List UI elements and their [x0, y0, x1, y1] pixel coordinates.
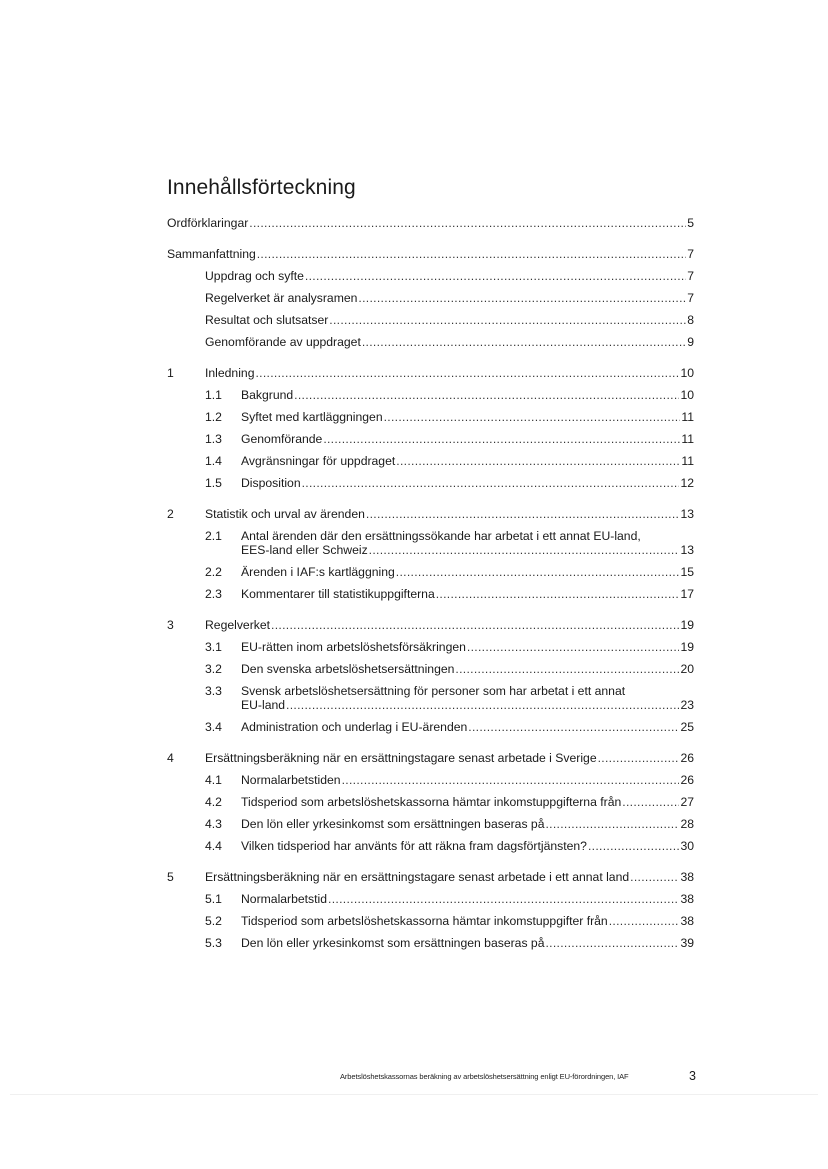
toc-entry-title: Inledning [205, 366, 255, 380]
toc-entry-title: Avgränsningar för uppdraget [241, 454, 396, 468]
dot-leader [588, 839, 679, 853]
footer-text: Arbetslöshetskassornas beräkning av arbetslöshetsersättning enligt EU-förordningen, IAF [340, 1072, 629, 1081]
toc-entry-number: 3.4 [205, 720, 222, 734]
toc-entry-page: 20 [680, 662, 694, 676]
dot-leader [329, 313, 686, 327]
toc-entry-page: 10 [680, 388, 694, 402]
dot-leader [468, 720, 679, 734]
dot-leader [545, 936, 679, 950]
toc-entry-page: 38 [680, 914, 694, 928]
toc-entry-page: 19 [680, 640, 694, 654]
table-of-contents [167, 216, 694, 958]
toc-entry-title: Svensk arbetslöshetsersättning för personer som har arbetat i ett annat [241, 684, 626, 698]
dot-leader [305, 269, 686, 283]
toc-entry-title: Resultat och slutsatser [205, 313, 329, 327]
toc-entry-page: 26 [680, 751, 694, 765]
dot-leader [630, 870, 679, 884]
toc-entry-title-continued: EES-land eller Schweiz [241, 543, 368, 557]
toc-entry-number: 1.1 [205, 388, 222, 402]
dot-leader [384, 410, 681, 424]
toc-entry-page: 26 [680, 773, 694, 787]
toc-entry[interactable] [205, 773, 694, 787]
toc-entry-page: 10 [680, 366, 694, 380]
toc-entry-title: Vilken tidsperiod har använts för att räkna fram dagsförtjänsten? [241, 839, 587, 853]
toc-entry-number: 1.2 [205, 410, 222, 424]
toc-entry-title: Genomförande av uppdraget [205, 335, 361, 349]
toc-entry[interactable] [205, 269, 694, 283]
toc-entry-page: 11 [681, 432, 694, 446]
toc-entry-number: 5.3 [205, 936, 222, 950]
toc-entry-page: 39 [680, 936, 694, 950]
dot-leader [249, 216, 686, 230]
toc-entry[interactable] [167, 618, 694, 632]
toc-entry-page: 19 [680, 618, 694, 632]
toc-entry-title: Administration och underlag i EU-ärenden [241, 720, 468, 734]
toc-entry[interactable] [205, 335, 694, 349]
toc-entry[interactable] [205, 529, 694, 557]
toc-entry[interactable] [205, 313, 694, 327]
dot-leader [271, 618, 679, 632]
toc-entry[interactable] [167, 366, 694, 380]
toc-entry[interactable] [205, 410, 694, 424]
dot-leader [257, 247, 686, 261]
page-title: Innehållsförteckning [167, 176, 356, 199]
toc-entry-number: 4.1 [205, 773, 222, 787]
toc-entry-title: Normalarbetstiden [241, 773, 341, 787]
toc-entry[interactable] [205, 892, 694, 906]
toc-entry-number: 3.3 [205, 684, 222, 698]
toc-entry-title: Tidsperiod som arbetslöshetskassorna hämtar inkomstuppgifter från [241, 914, 608, 928]
toc-entry-number: 4 [167, 751, 174, 765]
toc-entry-title: Den lön eller yrkesinkomst som ersättningen baseras på [241, 936, 545, 950]
toc-entry-title: Syftet med kartläggningen [241, 410, 383, 424]
toc-entry-title: Tidsperiod som arbetslöshetskassorna hämtar inkomstuppgifterna från [241, 795, 622, 809]
toc-entry-title: Ersättningsberäkning när en ersättningstagare senast arbetade i Sverige [205, 751, 597, 765]
toc-entry[interactable] [205, 839, 694, 853]
toc-entry-page: 28 [680, 817, 694, 831]
toc-entry-title: Statistik och urval av ärenden [205, 507, 365, 521]
toc-entry[interactable] [205, 432, 694, 446]
toc-spacer [167, 742, 694, 751]
toc-entry-title: Kommentarer till statistikuppgifterna [241, 587, 435, 601]
toc-entry-number: 3 [167, 618, 174, 632]
toc-entry[interactable] [205, 684, 694, 712]
footer-page-number: 3 [689, 1069, 696, 1083]
toc-entry[interactable] [167, 870, 694, 884]
toc-entry[interactable] [205, 454, 694, 468]
toc-entry[interactable] [167, 507, 694, 521]
toc-spacer [167, 357, 694, 366]
scan-edge-line [10, 1094, 818, 1095]
toc-entry-title: Ersättningsberäkning när en ersättningstagare senast arbetade i ett annat land [205, 870, 630, 884]
toc-entry-number: 1.5 [205, 476, 222, 490]
dot-leader [598, 751, 680, 765]
toc-entry[interactable] [205, 565, 694, 579]
toc-entry[interactable] [205, 640, 694, 654]
toc-entry-title: Antal ärenden där den ersättningssökande har arbetat i ett annat EU-land, [241, 529, 641, 543]
toc-entry[interactable] [205, 388, 694, 402]
dot-leader [358, 291, 686, 305]
toc-entry-title: Sammanfattning [167, 247, 256, 261]
toc-entry-number: 5.1 [205, 892, 222, 906]
toc-entry-title: Regelverket [205, 618, 271, 632]
toc-entry[interactable] [205, 476, 694, 490]
toc-entry-title: Ordförklaringar [167, 216, 249, 230]
toc-entry-page: 12 [680, 476, 694, 490]
toc-spacer [167, 238, 694, 247]
dot-leader [342, 773, 680, 787]
toc-entry-page: 23 [680, 698, 694, 712]
toc-entry-title: Ärenden i IAF:s kartläggning [241, 565, 395, 579]
toc-entry-number: 2.1 [205, 529, 222, 543]
toc-entry-number: 5 [167, 870, 174, 884]
toc-entry-number: 1.3 [205, 432, 222, 446]
toc-entry-page: 7 [687, 269, 694, 283]
toc-spacer [167, 498, 694, 507]
toc-entry-number: 5.2 [205, 914, 222, 928]
dot-leader [436, 587, 680, 601]
toc-entry-page: 38 [680, 892, 694, 906]
toc-entry-page: 11 [681, 410, 694, 424]
toc-entry-number: 4.4 [205, 839, 222, 853]
toc-entry[interactable] [167, 216, 694, 230]
toc-entry-title: EU-rätten inom arbetslöshetsförsäkringen [241, 640, 466, 654]
toc-entry-page: 5 [687, 216, 694, 230]
toc-entry-title: Den lön eller yrkesinkomst som ersättningen baseras på [241, 817, 545, 831]
dot-leader [369, 543, 680, 557]
toc-entry-number: 4.2 [205, 795, 222, 809]
toc-entry-title: Bakgrund [241, 388, 294, 402]
dot-leader [467, 640, 680, 654]
dot-leader [328, 892, 679, 906]
dot-leader [622, 795, 679, 809]
toc-entry-title: Genomförande [241, 432, 323, 446]
dot-leader [609, 914, 680, 928]
toc-entry[interactable] [205, 291, 694, 305]
toc-entry-page: 25 [680, 720, 694, 734]
toc-entry-page: 7 [687, 291, 694, 305]
dot-leader [323, 432, 680, 446]
toc-entry-number: 3.1 [205, 640, 222, 654]
dot-leader [455, 662, 679, 676]
toc-entry-title: Uppdrag och syfte [205, 269, 304, 283]
toc-entry[interactable] [205, 936, 694, 950]
toc-entry-page: 11 [681, 454, 694, 468]
toc-entry-page: 38 [680, 870, 694, 884]
dot-leader [255, 366, 679, 380]
toc-entry-page: 27 [680, 795, 694, 809]
dot-leader [396, 454, 680, 468]
toc-spacer [167, 861, 694, 870]
toc-entry-page: 15 [680, 565, 694, 579]
toc-entry[interactable] [205, 587, 694, 601]
toc-spacer [167, 609, 694, 618]
dot-leader [362, 335, 686, 349]
toc-entry-page: 13 [680, 543, 694, 557]
dot-leader [396, 565, 680, 579]
toc-entry-number: 3.2 [205, 662, 222, 676]
toc-entry-page: 8 [687, 313, 694, 327]
toc-entry[interactable] [205, 795, 694, 809]
toc-entry-title-continued: EU-land [241, 698, 286, 712]
toc-entry[interactable] [167, 247, 694, 261]
toc-entry-number: 1.4 [205, 454, 222, 468]
toc-entry-title: Disposition [241, 476, 301, 490]
toc-entry-number: 2.3 [205, 587, 222, 601]
toc-entry-title: Regelverket är analysramen [205, 291, 358, 305]
toc-entry[interactable] [205, 662, 694, 676]
toc-entry-page: 17 [680, 587, 694, 601]
dot-leader [286, 698, 679, 712]
toc-entry[interactable] [167, 751, 694, 765]
toc-entry-page: 7 [687, 247, 694, 261]
toc-entry-number: 2 [167, 507, 174, 521]
toc-entry-number: 4.3 [205, 817, 222, 831]
toc-entry-title: Normalarbetstid [241, 892, 328, 906]
dot-leader [294, 388, 679, 402]
toc-entry[interactable] [205, 914, 694, 928]
dot-leader [302, 476, 680, 490]
toc-entry[interactable] [205, 720, 694, 734]
toc-entry-title: Den svenska arbetslöshetsersättningen [241, 662, 455, 676]
toc-entry-number: 1 [167, 366, 174, 380]
toc-entry-page: 13 [680, 507, 694, 521]
toc-entry[interactable] [205, 817, 694, 831]
dot-leader [545, 817, 679, 831]
toc-entry-number: 2.2 [205, 565, 222, 579]
dot-leader [366, 507, 680, 521]
toc-entry-page: 30 [680, 839, 694, 853]
toc-entry-page: 9 [687, 335, 694, 349]
